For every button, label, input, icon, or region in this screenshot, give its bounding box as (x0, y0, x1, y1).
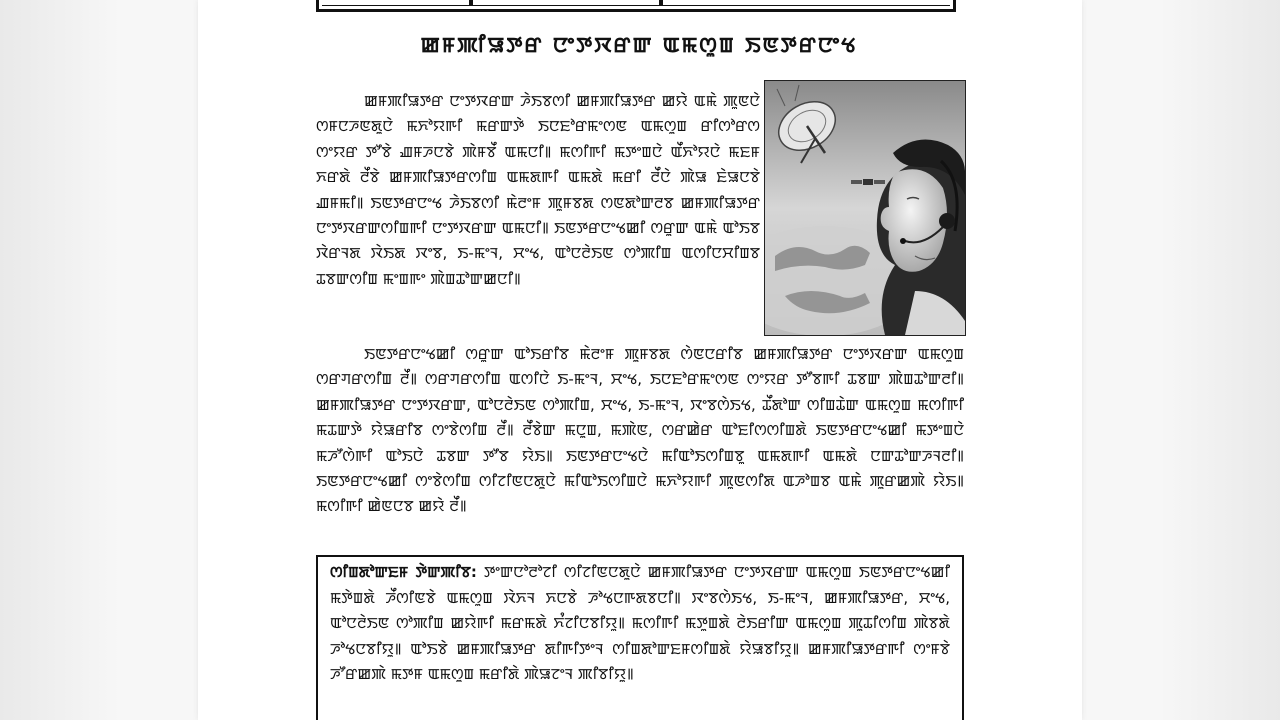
body-paragraph-1: ꯀꯝꯄꯤꯎꯇꯔ ꯅꯦꯇꯋꯔꯛ ꯍꯥꯏꯕꯁꯤ ꯀꯝꯄꯤꯎꯇꯔ ꯀꯌꯥ ꯑꯃꯥ ꯄꯨꯟꯅꯥ ꯁꯝꯅꯍꯟꯗꯨꯅꯥ ꯃꯈꯣꯌꯒꯤ ꯃꯔꯛꯇꯥ ꯏꯅꯐꯣꯔꯃꯦꯁꯟ ꯑꯃꯁꯨꯡ ꯔꯤꯁꯣꯔꯁ ꯁꯦꯌꯔ ꯇꯧꯕꯥ ꯉꯝꯍꯅꯕꯥ ꯄꯥꯝꯕꯩ ꯑꯃꯅꯤ꯫ ꯃꯁꯤꯒꯤ ꯃꯇꯦꯡꯅꯥ ꯑꯩꯈꯣꯌꯅꯥ ꯃꯐꯝ ꯈꯔꯗꯥ ꯂꯩꯕꯥ ꯀꯝꯄꯤꯎꯇꯔꯁꯤꯡ ꯑꯃꯗꯒꯤ ꯑꯃꯗꯥ ꯃꯔꯤ ꯂꯩꯅꯥ ꯄꯥꯎ ꯐꯥꯎꯅꯕꯥ ꯉꯝꯃꯤ꯫ ꯏꯟꯇꯔꯅꯦꯠ ꯍꯥꯏꯕꯁꯤ ꯃꯥꯂꯦꯝ ꯄꯨꯝꯕꯗ ꯁꯟꯗꯣꯛꯂꯕ ꯀꯝꯄꯤꯎꯇꯔ ꯅꯦꯇꯋꯔꯛꯁꯤꯡꯒꯤ ꯅꯦꯇꯋꯔꯛ ꯑꯃꯅꯤ꯫ ꯏꯟꯇꯔꯅꯦꯠꯀꯤ ꯁꯔꯨꯛ ꯑꯃꯥ ꯑꯣꯏꯕ ꯋꯥꯔꯜꯗ ꯋꯥꯏꯗ ꯋꯦꯕ, ꯏ-ꯃꯦꯜ, ꯆꯦꯠ, ꯑꯣꯅꯂꯥꯏꯟ ꯁꯣꯄꯤꯡ ꯑꯁꯤꯅꯆꯤꯡꯕ ꯊꯕꯛꯁꯤꯡ ꯃꯦꯡꯒꯦ ꯄꯥꯡꯊꯣꯛꯀꯅꯤ꯫ (316, 92, 760, 288)
previous-section-frame (316, 0, 956, 12)
frame-stub (659, 0, 663, 5)
note-text (330, 560, 950, 688)
body-paragraph-2: ꯏꯟꯇꯔꯅꯦꯠꯀꯤ ꯁꯔꯨꯛ ꯑꯣꯏꯔꯤꯕ ꯃꯥꯂꯦꯝ ꯄꯨꯝꯕꯗ ꯁꯥꯟꯅꯔꯤꯕ ꯀꯝꯄꯤꯎꯇꯔ ꯅꯦꯇꯋꯔꯛ ꯑꯃꯁꯨꯡ ꯁꯔꯚꯔꯁꯤꯡ ꯂꯩ꯫ ꯁꯔꯚꯔꯁꯤꯡ ꯑꯁꯤꯅꯥ ꯏ-ꯃꯦꯜ, ꯆꯦꯠ, ꯏꯅꯐꯣꯔꯃꯦꯁꯟ ꯁꯦꯌꯔ ꯇꯧꯕꯒꯤ ꯊꯕꯛ ꯄꯥꯡꯊꯣꯛꯂꯤ꯫ ꯀꯝꯄꯤꯎꯇꯔ ꯅꯦꯇꯋꯔꯛ, ꯑꯣꯅꯂꯥꯏꯟ ꯁꯣꯄꯤꯡ, ꯆꯦꯠ, ꯏ-ꯃꯦꯜ, ꯋꯦꯕꯁꯥꯏꯠ, ꯊꯩꯗꯣꯛ ꯁꯤꯡꯊꯥꯛ ꯑꯃꯁꯨꯡ ꯃꯁꯤꯒꯤ ꯃꯊꯛꯇꯥ ꯌꯥꯎꯔꯤꯕ ꯁꯦꯕꯥꯁꯤꯡ ꯂꯩ꯫ ꯂꯩꯕꯥꯛ ꯃꯅꯨꯡ, ꯃꯄꯥꯟ, ꯁꯔꯀꯥꯔ ꯑꯣꯐꯤꯁꯁꯤꯡꯗꯥ ꯏꯟꯇꯔꯅꯦꯠꯀꯤ ꯃꯇꯦꯡꯅꯥ ꯃꯍꯧꯁꯥꯒꯤ ꯑꯣꯏꯅꯥ ꯊꯕꯛ ꯇꯧꯕ ꯌꯥꯏ꯫ ꯏꯟꯇꯔꯅꯦꯠꯅꯥ ꯃꯤꯑꯣꯏꯁꯤꯡꯕꯨ ꯑꯃꯗꯒꯤ ꯑꯃꯗꯥ ꯅꯛꯊꯣꯛꯍꯜꯂꯤ꯫ ꯏꯟꯇꯔꯅꯦꯠꯀꯤ ꯁꯦꯕꯥꯁꯤꯡ ꯁꯤꯖꯤꯟꯅꯗꯨꯅꯥ ꯃꯤꯑꯣꯏꯁꯤꯡꯅꯥ ꯃꯈꯣꯌꯒꯤ ꯄꯨꯟꯁꯤꯗ ꯑꯍꯣꯡꯕ ꯑꯃꯥ ꯄꯨꯔꯀꯄꯥ ꯌꯥꯏ꯫ ꯃꯁꯤꯒꯤ ꯀꯥꯟꯅꯕ ꯀꯌꯥ ꯂꯩ꯫ (316, 345, 964, 516)
note-lead: ꯁꯤꯡꯗꯣꯛꯐꯝ ꯇꯥꯛꯄꯤꯕ: (330, 563, 477, 581)
document-page (198, 0, 1082, 720)
photo-illustration (765, 81, 965, 335)
headset-operator-photo (764, 80, 966, 336)
section-title: ꯀꯝꯄꯤꯎꯇꯔ ꯅꯦꯇꯋꯔꯛ ꯑꯃꯁꯨꯡ ꯏꯟꯇꯔꯅꯦꯠ (420, 33, 858, 57)
frame-stub (469, 0, 473, 5)
note-box (316, 555, 964, 720)
note-body: ꯇꯦꯛꯅꯣꯂꯣꯖꯤ ꯁꯤꯖꯤꯟꯅꯗꯨꯅꯥ ꯀꯝꯄꯤꯎꯇꯔ ꯅꯦꯇꯋꯔꯛ ꯑꯃꯁꯨꯡ ꯏꯟꯇꯔꯅꯦꯠꯀꯤ ꯃꯇꯥꯡꯗꯥ ꯍꯩꯁꯤꯟꯕꯥ ꯑꯃꯁꯨꯡ ꯋꯥꯈꯜ ꯈꯅꯕꯥ ꯍꯣꯠꯅꯒꯗꯕꯅꯤ꯫ ꯋꯦꯕꯁꯥꯏꯠ, ꯏ-ꯃꯦꯜ, ꯀꯝꯄꯤꯎꯇꯔ, ꯆꯦꯠ, ꯑꯣꯅꯂꯥꯏꯟ ꯁꯣꯄꯤꯡ ꯀꯌꯥꯒꯤ ꯃꯔꯃꯗꯥ ꯈꯪꯖꯤꯅꯕꯤꯌꯨ꯫ ꯃꯁꯤꯒꯤ ꯃꯇꯨꯡꯗꯥ ꯂꯥꯏꯔꯤꯛ ꯑꯃꯁꯨꯡ ꯄꯨꯊꯤꯁꯤꯡ ꯄꯥꯕꯗꯥ ꯍꯣꯠꯅꯕꯤꯌꯨ꯫ ꯑꯣꯏꯕꯥ ꯀꯝꯄꯤꯎꯇꯔ ꯗꯤꯒꯤꯇꯦꯜ ꯁꯤꯡꯗꯣꯛꯐꯝꯁꯤꯡꯗꯥ ꯌꯥꯎꯕꯤꯌꯨ꯫ ꯀꯝꯄꯤꯎꯇꯔꯒꯤ ꯁꯦꯝꯕꯥ ꯍꯧꯔꯀꯄꯥ ꯃꯇꯝ ꯑꯃꯁꯨꯡ ꯃꯔꯤꯗꯥ ꯄꯥꯎꯖꯦꯜ ꯄꯤꯕꯤꯌꯨ꯫ (330, 563, 950, 684)
